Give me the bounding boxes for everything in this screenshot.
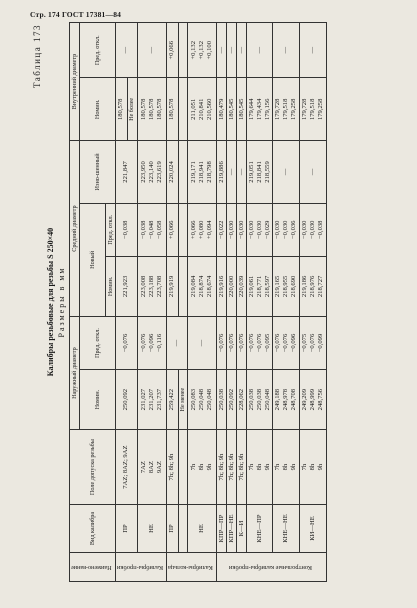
table-row <box>300 23 327 582</box>
cell-outer-nom: 231,027 231,207 231,737 <box>137 370 166 430</box>
cell-outer-dev: −0,075 −0,076 −0,099 <box>300 317 327 370</box>
cell-middle-worn: 220,024 <box>166 141 178 204</box>
table-number: Таблица 173 <box>32 24 42 88</box>
cell-type: КПР—НЕ <box>226 504 236 552</box>
rotated-table-area <box>34 22 394 582</box>
col-outer-dev: Пред. откл. <box>80 317 116 370</box>
gauge-table <box>69 22 327 582</box>
cell-field: 7h 8h 9h <box>246 430 273 505</box>
cell-outer-nom: 249,209 248,999 248,756 <box>300 370 327 430</box>
cell-field: 7h 8h 9h <box>300 430 327 505</box>
col-name-header: Наимено-вание <box>71 563 112 571</box>
cell-outer-nom: 250,092 <box>226 370 236 430</box>
col-inner-dev: Пред. откл. <box>80 23 116 78</box>
cell-type: КИ—НЕ <box>300 504 327 552</box>
cell-inner-nom: 180,479 <box>216 78 226 141</box>
col-field-header: Поле допуска резьбы <box>70 430 116 505</box>
table-row <box>166 23 178 582</box>
cell-field: 7h 8h 9h <box>188 430 217 505</box>
cell-outer-dev: — <box>188 317 217 370</box>
col-inner-header: Внутренний диаметр <box>70 23 80 141</box>
cell-outer-dev: −0,076 <box>216 317 226 370</box>
note-not-more: Не более <box>127 78 137 141</box>
col-middle-header: Средний диаметр <box>70 141 80 317</box>
cell-outer-dev: — <box>166 317 187 370</box>
cell-inner-nom: 180,578 <box>115 78 127 141</box>
cell-middle-dev: −0,030 <box>236 203 246 256</box>
cell-outer-dev: −0,076 <box>115 317 137 370</box>
col-type-header: Вид калибра <box>70 504 116 552</box>
cell-inner-dev: +0,132 +0,132 +0,100 <box>188 23 217 78</box>
cell-outer-dev: −0,076 −0,076 −0,096 <box>273 317 300 370</box>
cell-middle-worn: 219,051 218,841 218,559 <box>246 141 273 204</box>
cell-type: ПР <box>115 504 137 552</box>
cell-middle-nom: 219,165 218,955 218,690 <box>273 256 300 316</box>
cell-middle-worn: — <box>236 141 246 204</box>
col-worn-header: Изно-шенный <box>80 141 116 204</box>
col-inner-nom: Номин. <box>80 78 116 141</box>
cell-middle-nom: 219,916 <box>216 256 226 316</box>
cell-field: 7h; 8h; 9h <box>236 430 246 505</box>
cell-outer-dev: −0,076 <box>226 317 236 370</box>
cell-inner-dev: — <box>216 23 226 78</box>
cell-middle-nom: 221,923 <box>115 256 137 316</box>
cell-inner-nom: 180,545 <box>236 78 246 141</box>
cell-middle-worn: 221,847 <box>115 141 137 204</box>
table-row <box>236 23 246 582</box>
cell-middle-worn: — <box>226 141 236 204</box>
cell-inner-dev: — <box>115 23 137 78</box>
note-row <box>178 23 188 582</box>
cell-inner-nom: 180,545 <box>226 78 236 141</box>
cell-field: 7h; 8h; 9h <box>166 430 178 505</box>
cell-field: 7h 8h 9h <box>273 430 300 505</box>
cell-field: 7h; 8h; 9h <box>216 430 226 505</box>
cell-type: КНЕ—ПР <box>246 504 273 552</box>
cell-field: 7h; 8h; 9h <box>226 430 236 505</box>
col-outer-header: Наружный диаметр <box>70 317 80 430</box>
cell-field: 7AZ 8AZ 9AZ <box>137 430 166 505</box>
table-row <box>216 23 226 582</box>
group-label-rings: Калибры-кольца <box>167 563 213 571</box>
group-label-plugs: Калибры-пробки <box>116 563 163 571</box>
cell-inner-dev: — <box>226 23 236 78</box>
cell-inner-nom: 179,728 179,518 179,258 <box>273 78 300 141</box>
cell-outer-dev: −0,076 <box>236 317 246 370</box>
cell-middle-dev: +0,066 +0,080 +0,094 <box>188 203 217 256</box>
cell-middle-dev: −0,030 −0,030 −0,029 <box>246 203 273 256</box>
cell-middle-dev: −0,030 −0,030 −0,038 <box>300 203 327 256</box>
table-row <box>273 23 300 582</box>
cell-middle-nom: 219,186 218,976 218,727 <box>300 256 327 316</box>
cell-middle-worn: — <box>300 141 327 204</box>
cell-type: НЕ <box>188 504 217 552</box>
cell-inner-nom: 179,644 179,434 179,156 <box>246 78 273 141</box>
cell-middle-nom: 219,919 <box>166 256 178 316</box>
cell-type: КПР—ПР <box>216 504 226 552</box>
cell-outer-dev: −0,076 −0,096 −0,116 <box>137 317 166 370</box>
cell-inner-nom: 180,578 180,578 180,578 <box>137 78 166 141</box>
note-not-less: Не менее <box>178 370 188 430</box>
cell-outer-nom: 250,092 <box>115 370 137 430</box>
cell-outer-nom: 250,083 250,048 250,048 <box>188 370 217 430</box>
page-header: Стр. 174 ГОСТ 17381—84 <box>30 10 122 19</box>
cell-middle-dev: −0,022 <box>216 203 226 256</box>
table-subtitle: Размеры в мм <box>57 266 66 338</box>
cell-outer-nom: 250,038 <box>216 370 226 430</box>
cell-middle-nom: 223,008 223,188 223,708 <box>137 256 166 316</box>
cell-middle-worn: — <box>273 141 300 204</box>
cell-type: КНЕ—НЕ <box>273 504 300 552</box>
cell-middle-nom: 220,039 <box>236 256 246 316</box>
cell-middle-dev: −0,030 −0,030 −0,036 <box>273 203 300 256</box>
cell-middle-dev: +0,066 <box>166 203 178 256</box>
table-row <box>137 23 166 582</box>
cell-middle-dev: −0,030 <box>226 203 236 256</box>
col-new-header: Новый <box>80 203 105 316</box>
cell-type: ПР <box>166 504 178 552</box>
cell-outer-nom: 228,062 <box>236 370 246 430</box>
cell-inner-dev: — <box>273 23 300 78</box>
cell-inner-nom: 211,051 210,841 210,560 <box>188 78 217 141</box>
cell-middle-nom: 220,000 <box>226 256 236 316</box>
cell-middle-nom: 219,084 218,874 218,674 <box>188 256 217 316</box>
col-middle-dev: Пред. откл. <box>105 203 115 256</box>
cell-inner-nom: 180,578 <box>166 78 178 141</box>
table-row <box>188 23 217 582</box>
col-middle-nom: Номин. <box>105 256 115 316</box>
cell-inner-dev: — <box>137 23 166 78</box>
cell-inner-dev: — <box>236 23 246 78</box>
header-row-1 <box>70 23 80 582</box>
cell-middle-dev: −0,038 −0,048 −0,058 <box>137 203 166 256</box>
cell-outer-nom: 250,038 250,038 250,048 <box>246 370 273 430</box>
cell-outer-dev: −0,076 −0,076 −0,095 <box>246 317 273 370</box>
cell-field: 7AZ; 8AZ; 9AZ <box>115 430 137 505</box>
table-row <box>115 23 127 582</box>
table-title: Калибры резьбовые для резьбы S 250×40 <box>46 227 55 377</box>
cell-inner-dev: +0,066 <box>166 23 178 78</box>
cell-outer-nom: 259,422 <box>166 370 178 430</box>
cell-middle-nom: 219,061 218,771 218,597 <box>246 256 273 316</box>
cell-middle-dev: −0,038 <box>115 203 137 256</box>
col-outer-nom: Номин. <box>80 370 116 430</box>
table-row <box>226 23 236 582</box>
cell-outer-nom: 249,188 248,978 248,708 <box>273 370 300 430</box>
cell-type: НЕ <box>137 504 166 552</box>
cell-middle-worn: 219,171 218,941 218,798 <box>188 141 217 204</box>
cell-type: К—И <box>236 504 246 552</box>
cell-middle-worn: 223,950 223,140 223,619 <box>137 141 166 204</box>
cell-inner-dev: — <box>246 23 273 78</box>
group-label-control: Контрольные калибры-пробки <box>228 563 312 571</box>
cell-inner-nom: 179,728 179,518 179,258 <box>300 78 327 141</box>
cell-inner-dev: — <box>300 23 327 78</box>
cell-middle-worn: 219,886 <box>216 141 226 204</box>
table-row <box>246 23 273 582</box>
